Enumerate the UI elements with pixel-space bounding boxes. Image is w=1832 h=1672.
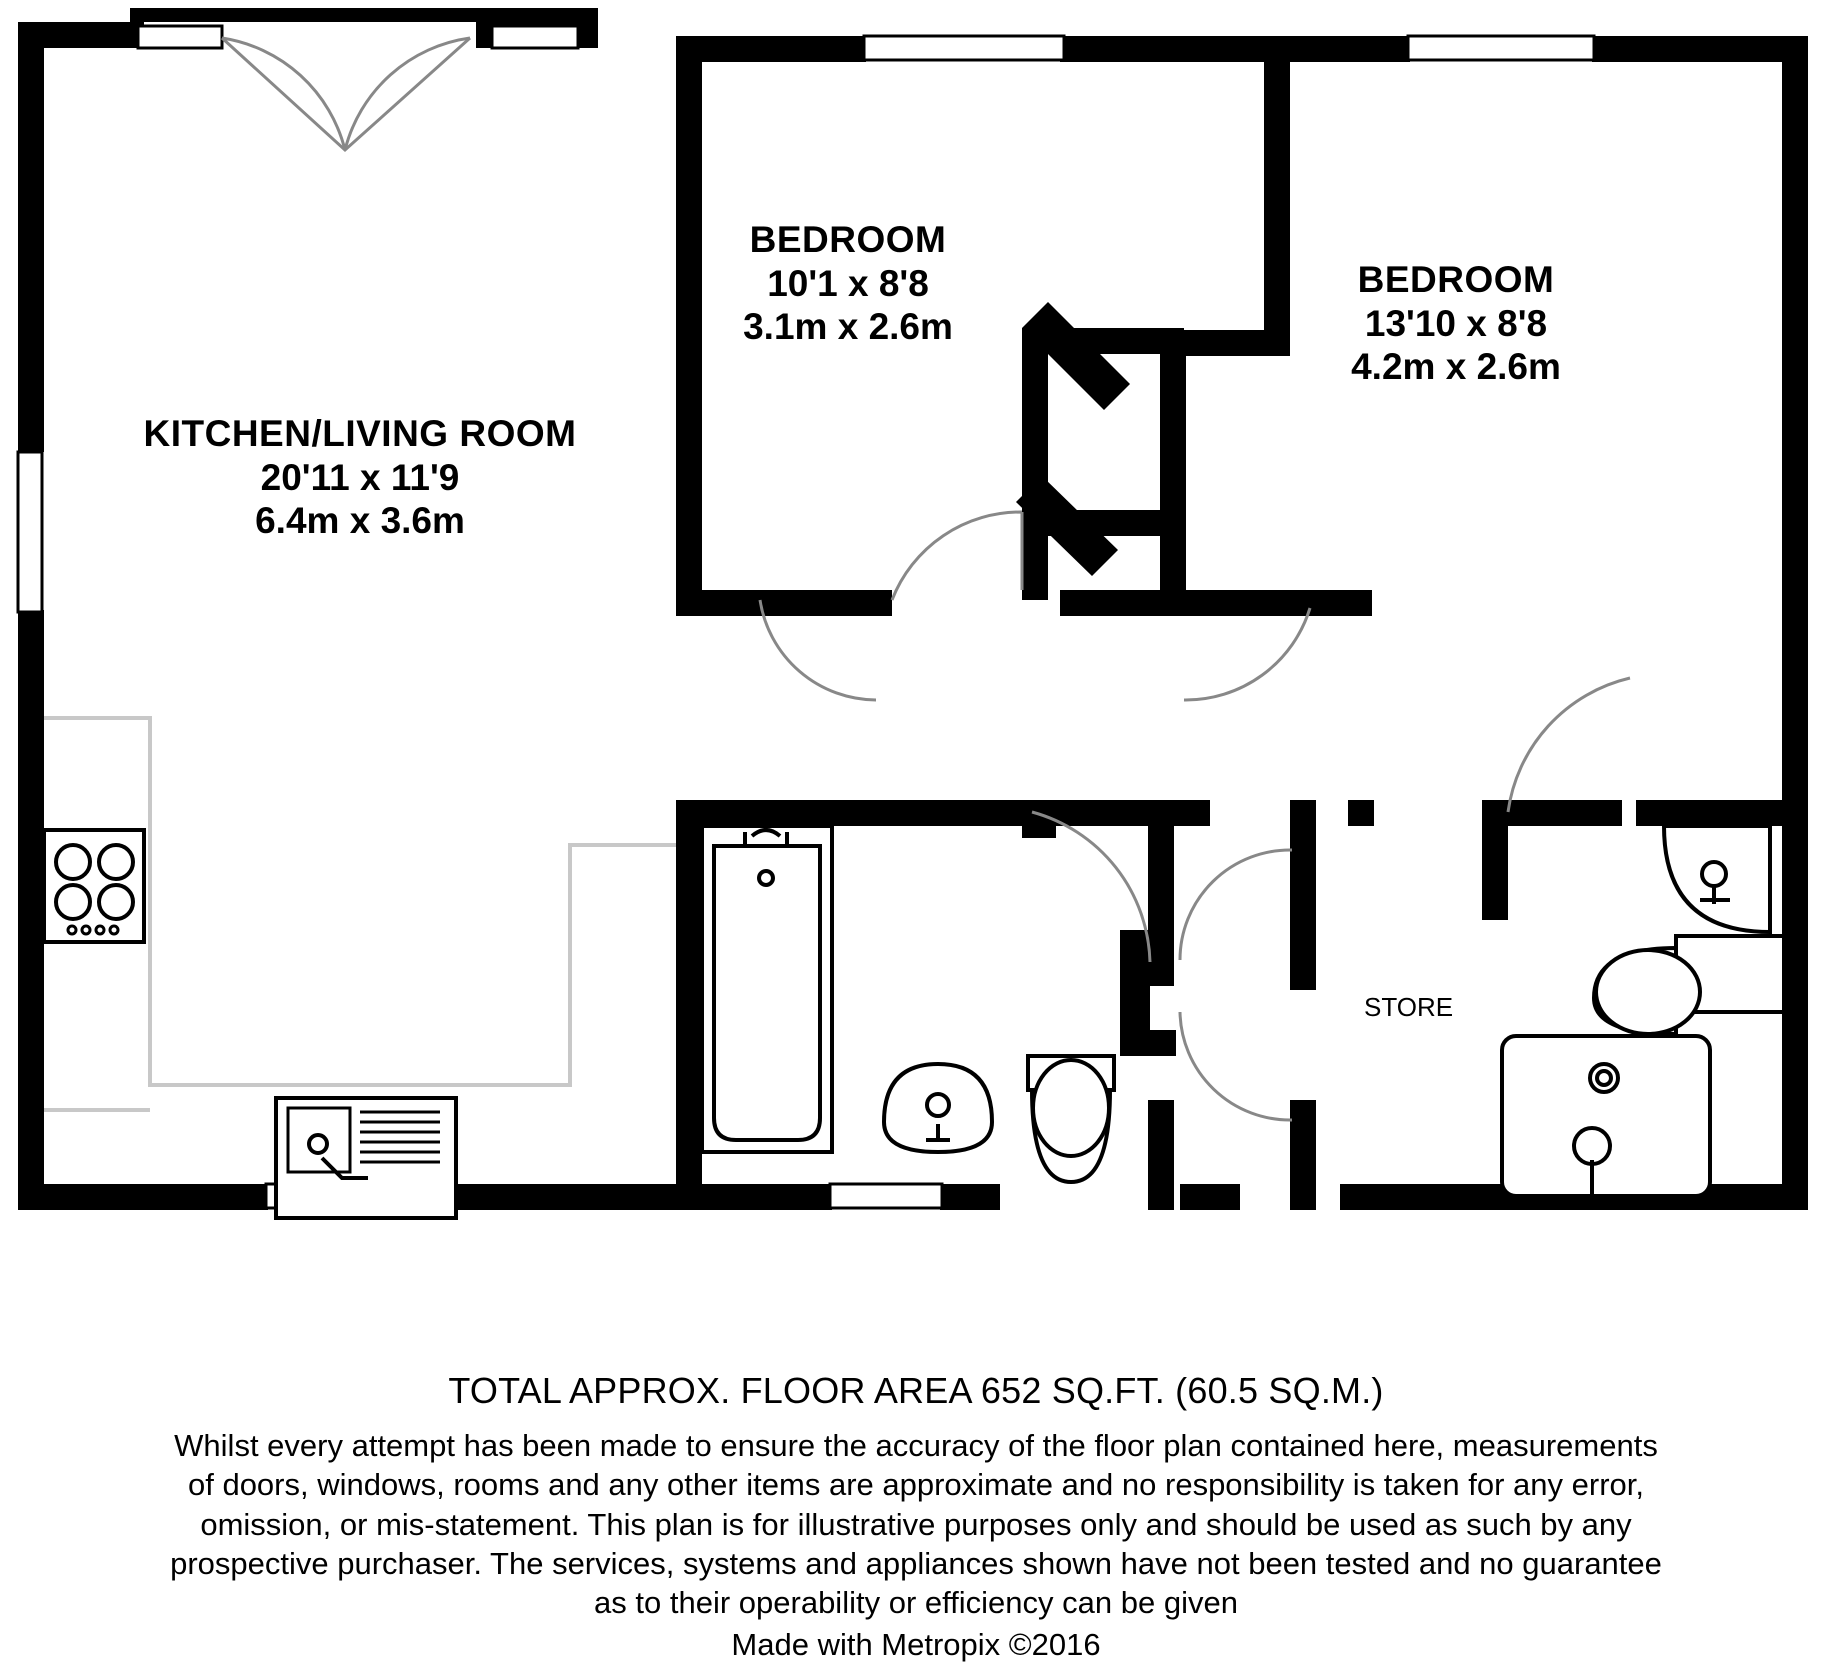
total-floor-area: TOTAL APPROX. FLOOR AREA 652 SQ.FT. (60.5 SQ.M.): [448, 1370, 1384, 1411]
disclaimer-line: of doors, windows, rooms and any other items are approximate and no responsibility is taken for any error,: [187, 1467, 1644, 1503]
room-dimensions-imperial: 10'1 x 8'8: [767, 262, 929, 304]
room-name: BEDROOM: [749, 219, 947, 260]
room-dimensions-metric: 4.2m x 2.6m: [1351, 346, 1561, 388]
bathtub-icon: [702, 826, 832, 1152]
room-dimensions-metric: 6.4m x 3.6m: [255, 500, 465, 542]
corner-basin-icon: [1664, 826, 1770, 932]
room-name: BEDROOM: [1357, 259, 1555, 300]
wash-basin-icon: [884, 1064, 992, 1152]
room-dimensions-metric: 3.1m x 2.6m: [743, 306, 953, 348]
room-label-store: STORE: [1364, 992, 1454, 1022]
room-label-bedroom-1: [638, 218, 1058, 349]
room-dimensions-imperial: 13'10 x 8'8: [1364, 302, 1548, 344]
door-swings: [222, 38, 1630, 1120]
disclaimer-line: prospective purchaser. The services, systems and appliances shown have not been tested and no guarantee: [170, 1546, 1662, 1582]
disclaimer: [66, 1426, 1766, 1623]
room-dimensions-imperial: 20'11 x 11'9: [260, 456, 460, 498]
footer: [0, 1370, 1832, 1663]
toilet-icon: [1028, 1056, 1114, 1182]
metropix-credit: Made with Metropix ©2016: [731, 1626, 1101, 1662]
disclaimer-line: omission, or mis-statement. This plan is for illustrative purposes only and should be used as such by any: [200, 1506, 1632, 1542]
shower-tray-icon: [1502, 1036, 1710, 1196]
room-label-kitchen-living: [60, 412, 660, 543]
kitchen-sink-icon: [276, 1098, 456, 1218]
ensuite-toilet-icon: [1594, 936, 1784, 1034]
walls: [18, 8, 1808, 1210]
disclaimer-line: Whilst every attempt has been made to ensure the accuracy of the floor plan contained here, measurements: [174, 1428, 1658, 1463]
room-name: KITCHEN/LIVING ROOM: [143, 413, 577, 454]
disclaimer-line: as to their operability or efficiency can be given: [594, 1585, 1238, 1621]
room-label-bedroom-2: [1246, 258, 1666, 389]
hob-icon: [44, 830, 144, 942]
